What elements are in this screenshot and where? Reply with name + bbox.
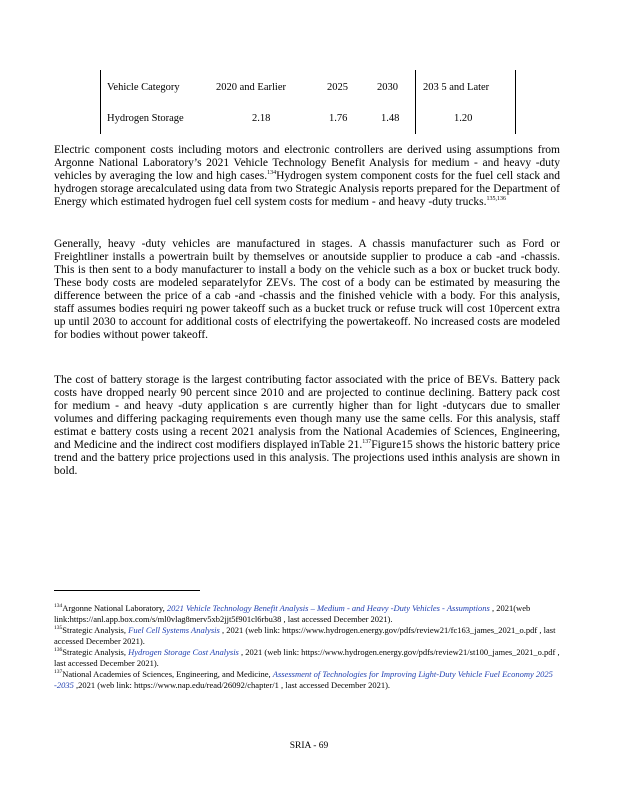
footnote-title-link[interactable]: Assessment of Technologies for Improving Light-Duty Vehicle Fuel Economy 2025 -2035 bbox=[54, 669, 553, 690]
footnote-title-link[interactable]: Fuel Cell Systems Analysis bbox=[128, 625, 220, 635]
footnote-title-link[interactable]: Hydrogen Storage Cost Analysis bbox=[128, 647, 239, 657]
table-header-2020: 2020 and Earlier bbox=[216, 82, 286, 93]
paragraph-battery-storage: The cost of battery storage is the largest contributing factor associated with the price of BEVs. Battery pack costs have dropped nearly 90 percent since 2010 and are projected to continue declining. Battery pack cost for medium - and heavy -duty application s are currently higher than for light -dutycars due to smaller volumes and differing packaging requirements even though many use the same cells. For this analysis, staff estimat e battery costs using a recent 2021 analysis from the National Academies of Sciences, Engineering, and Medicine and the indirect cost modifiers displayed inTable 21.$^{137}$Figure15 shows the historic battery price trend and the battery price projections used in this analysis. The projections used inthis analysis are shown in bold. bbox=[54, 374, 560, 477]
table-cell-category: Hydrogen Storage bbox=[107, 113, 184, 124]
paragraph-electric-components: Electric component costs including motors and electronic controllers are derived using assumptions from Argonne National Laboratory’s 2021 Vehicle Technology Benefit Analysis for medium - and heavy -duty vehicles by averaging the low and high cases.$^{134}$Hydrogen system component costs for the fuel cell stack and hydrogen storage arecalculated using data from two Strategic Analysis reports prepared for the Department of Energy which estimated hydrogen fuel cell system costs for medium - and heavy -duty trucks.$^{135,136}$ bbox=[54, 144, 561, 208]
paragraph-vehicle-bodies: Generally, heavy -duty vehicles are manufactured in stages. A chassis manufacturer such as Ford or Freightliner installs a powertrain built by themselves or anoutside supplier to produce a cab -and -chassis. This is then sent to a body manufacturer to install a body on the vehicle such as a box or bucket truck body. These body costs are modeled separatelyfor ZEVs. The cost of a body can be estimated by measuring the difference between the price of a cab -and -chassis and the finished vehicle with a body. For this analysis, staff assumes bodies requiri ng power takeoff such as a bucket truck or refuse truck will cost 10percent extra up until 2030 to account for additional costs of electrifying the powertakeoff. No increased costs are modeled for bodies without power takeoff. bbox=[54, 238, 560, 341]
footnotes bbox=[54, 603, 560, 691]
table-divider bbox=[415, 70, 416, 134]
footnote: $^{137}$National Academies of Sciences, Engineering, and Medicine, Assessment of Technologies for Improving Light-Duty Vehicle Fuel Economy 2025 -2035 ,2021 (web link: https://www.nap.edu/read/26092/chapter/1 , last accessed December 2021). bbox=[54, 669, 553, 690]
table-cell-2020: 2.18 bbox=[252, 113, 271, 124]
table-cell-2030: 1.48 bbox=[381, 113, 400, 124]
footnote: $^{135}$Strategic Analysis, Fuel Cell Systems Analysis , 2021 (web link: https://www.hydrogen.energy.gov/pdfs/review21/fc163_james_2021_o.pdf , last accessed December 2021). bbox=[54, 625, 556, 646]
footnote-title-link[interactable]: 2021 Vehicle Technology Benefit Analysis – Medium - and Heavy -Duty Vehicles - Assumptions bbox=[166, 603, 490, 613]
footnote: $^{134}$Argonne National Laboratory, 2021 Vehicle Technology Benefit Analysis – Medium - and Heavy -Duty Vehicles - Assumptions , 2021(web link:https://anl.app.box.com/s/ml0vlag8merv5xb2jjt5f901cl6rbu38 , last accessed December 2021). bbox=[54, 603, 531, 624]
table-border-left bbox=[100, 70, 101, 134]
footnote-ref: 134 bbox=[267, 170, 277, 177]
table-header-2035: 203 5 and Later bbox=[423, 82, 490, 93]
page-number: SRIA - 69 bbox=[289, 741, 329, 751]
table-header-2030: 2030 bbox=[377, 82, 398, 93]
footnote-ref: 137 bbox=[362, 439, 372, 446]
cost-table bbox=[100, 70, 516, 134]
table-border-right bbox=[515, 70, 516, 134]
footnote-separator bbox=[54, 590, 200, 591]
table-cell-2035: 1.20 bbox=[454, 113, 473, 124]
table-header-category: Vehicle Category bbox=[107, 82, 180, 93]
footnote-ref: 135,136 bbox=[486, 196, 507, 203]
table-cell-2025: 1.76 bbox=[329, 113, 348, 124]
footnote: $^{136}$Strategic Analysis, Hydrogen Storage Cost Analysis , 2021 (web link: https://www.hydrogen.energy.gov/pdfs/review21/st100_james_2021_o.pdf , last accessed December 2021). bbox=[54, 647, 560, 668]
table-header-2025: 2025 bbox=[327, 82, 348, 93]
